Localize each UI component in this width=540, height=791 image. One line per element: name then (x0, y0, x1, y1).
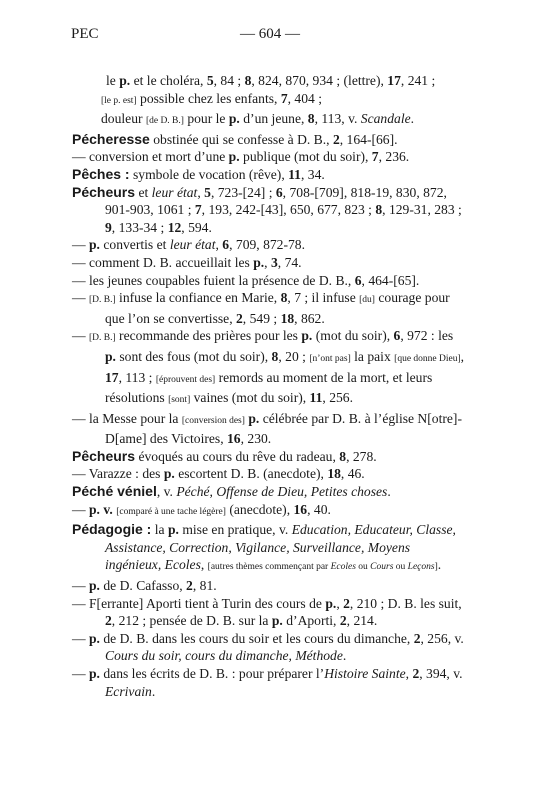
index-entry: le p. et le choléra, 5, 84 ; 8, 824, 870, 934 ; (lettre), 17, 241 ; (106, 73, 436, 88)
index-entry: — conversion et mort d’une p. publique (mot du soir), 7, 236. (72, 149, 410, 165)
index-entry: Pêches : symbole de vocation (rêve), 11, 34. (72, 165, 325, 182)
index-entry: Pécheurs et leur état, 5, 723-[24] ; 6, 708-[709], 818-19, 830, 872, 901-903, 1061 ; 7, 193, 242-[43], 650, 677, 823 ; 8, 129-31, 283 ; 9, 133-34 ; 12, 594. (72, 183, 462, 235)
index-entry: — Varazze : des p. escortent D. B. (anecdote), 18, 46. (72, 466, 365, 482)
index-entry: — p. dans les écrits de D. B. : pour préparer l’Histoire Sainte, 2, 394, v. Ecrivain. (72, 666, 463, 699)
index-entry: — p. de D. B. dans les cours du soir et les cours du dimanche, 2, 256, v. Cours du soir, cours du dimanche, Méthode. (72, 630, 464, 664)
index-entry: — les jeunes coupables fuient la présence de D. B., 6, 464-[65]. (72, 272, 420, 288)
running-head: PEC (71, 26, 99, 42)
index-entry: — p. de D. Cafasso, 2, 81. (72, 578, 217, 594)
page-number: — 604 — (240, 26, 300, 42)
index-entry: — [D. B.] recommande des prières pour les p. (mot du soir), 6, 972 : les p. sont des fous (mot du soir), 8, 20 ; [n’ont pas] la paix [que donne Dieu], 17, 113 ; [éprouvent des] remords au moment de la mort, et leurs résolutions [sont] vaines (mot du soir), 11, 256. (72, 328, 465, 406)
index-entry: Pêcheurs évoqués au cours du rêve du radeau, 8, 278. (72, 447, 377, 464)
index-body (72, 72, 467, 700)
index-entry: — p. convertis et leur état, 6, 709, 872-78. (72, 237, 305, 253)
index-entry: — [D. B.] infuse la confiance en Marie, 8, 7 ; il infuse [du] courage pour que l’on se convertisse, 2, 549 ; 18, 862. (72, 290, 450, 326)
index-entry: Pécheresse obstinée qui se confesse à D. B., 2, 164-[66]. (72, 130, 398, 147)
index-entry: — p. v. [comparé à une tache légère] (anecdote), 16, 40. (72, 501, 331, 517)
index-entry: — comment D. B. accueillait les p., 3, 74. (72, 254, 302, 270)
index-entry: [le p. est] possible chez les enfants, 7, 404 ; (101, 90, 322, 106)
index-entry: Péché véniel, v. Péché, Offense de Dieu, Petites choses. (72, 483, 391, 500)
index-entry: douleur [de D. B.] pour le p. d’un jeune, 8, 113, v. Scandale. (101, 111, 415, 127)
index-entry: Pédagogie : la p. mise en pratique, v. Education, Educateur, Classe, Assistance, Correction, Vigilance, Surveillance, Moyens ingénieux, Ecoles, [autres thèmes commençant par Ecoles ou Cours ou Leçons]. (72, 521, 456, 573)
index-entry: — F[errante] Aporti tient à Turin des cours de p., 2, 210 ; D. B. les suit, 2, 212 ; pensée de D. B. sur la p. d’Aporti, 2, 214. (72, 595, 462, 629)
index-entry: — la Messe pour la [conversion des] p. célébrée par D. B. à l’église N[otre]-D[ame] des Victoires, 16, 230. (72, 410, 462, 447)
